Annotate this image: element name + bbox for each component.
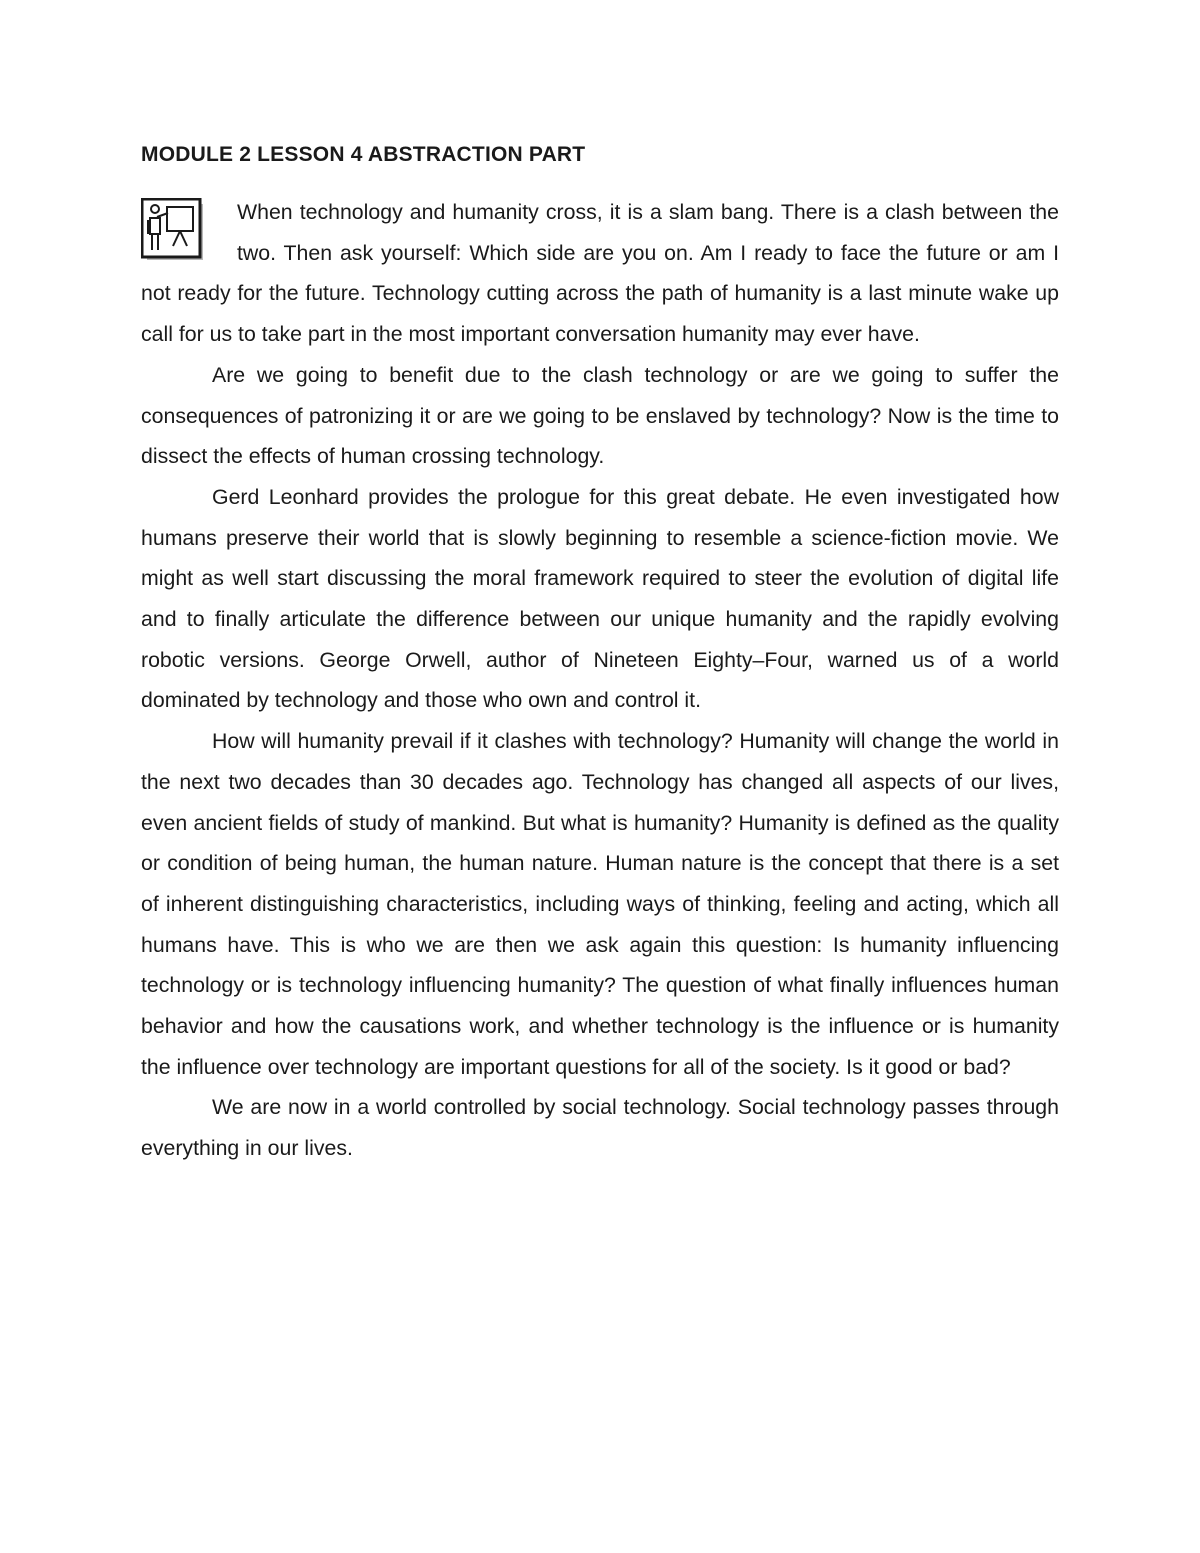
paragraph-benefit: Are we going to benefit due to the clash technology or are we going to suffer the consequences of patronizing it or are we going to be enslaved by technology? Now is the time to dissect the effects of human crossing technology. (141, 362, 1059, 469)
paragraph-social-technology: We are now in a world controlled by social technology. Social technology passes through everything in our lives. (141, 1095, 1059, 1161)
document-page (141, 140, 1059, 1169)
module-heading: MODULE 2 LESSON 4 ABSTRACTION PART (141, 143, 586, 166)
presenter-at-board-icon (141, 198, 205, 262)
paragraph-humanity: How will humanity prevail if it clashes with technology? Humanity will change the world in the next two decades than 30 decades ago. Technology has changed all aspects of our lives, even ancient fields of study of mankind. But what is humanity? Humanity is defined as the quality or condition of being human, the human nature. Human nature is the concept that there is a set of inherent distinguishing characteristics, including ways of thinking, feeling and acting, which all humans have. This is who we are then we ask again this question: Is humanity influencing technology or is technology influencing humanity? The question of what finally influences human behavior and how the causations work, and whether technology is the influence or is humanity the influence over technology are important questions for all of the society. Is it good or bad? (141, 729, 1059, 1079)
paragraph-intro: When technology and humanity cross, it is a slam bang. There is a clash between the two. Then ask yourself: Which side are you on. Am I ready to face the future or am I not ready for the future. Technology cutting across the path of humanity is a last minute wake up call for us to take part in the most important conversation humanity may ever have. (141, 200, 1059, 347)
paragraph-leonhard: Gerd Leonhard provides the prologue for this great debate. He even investigated how humans preserve their world that is slowly beginning to resemble a science-fiction movie. We might as well start discussing the moral framework required to steer the evolution of digital life and to finally articulate the difference between our unique humanity and the rapidly evolving robotic versions. George Orwell, author of Nineteen Eighty–Four, warned us of a world dominated by technology and those who own and control it. (141, 484, 1059, 713)
